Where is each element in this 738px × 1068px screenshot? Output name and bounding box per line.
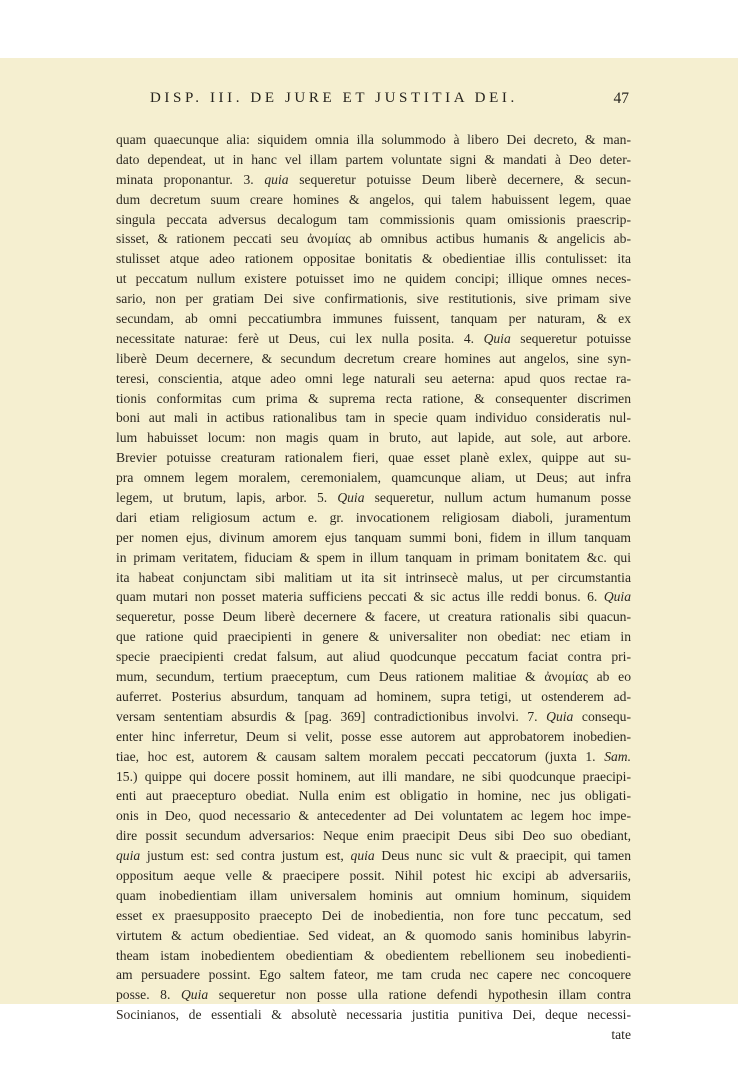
text-line: boni aut mali in actibus rationalibus tam in specie quam individuo consideratis nul- [116,410,631,426]
text-line: dari etiam religiosum actum e. gr. invocationem religiosam diaboli, juramentum [116,509,631,525]
text-line: mum, secundum, tertium praeceptum, cum Deus rationem malitiae & ἀνομίας ab eo [116,669,631,685]
text-line: quia justum est: sed contra justum est, quia Deus nunc sic vult & praecipit, qui tamen [116,848,631,864]
text-line: sequeretur, posse Deum liberè decernere & facere, ut creatura rationalis sibi quacun- [116,609,631,625]
text-line: teresi, conscientia, atque adeo omni lege naturali seu aeterna: apud quos rectae ra- [116,370,631,386]
page-number: 47 [613,90,629,107]
text-line: posse. 8. Quia sequeretur non posse ulla ratione defendi hypothesin illam contra [116,987,631,1003]
text-line: quam mutari non posset materia sufficiens peccati & sic actus ille reddi bonus. 6. Quia [116,589,631,605]
text-line: liberè Deum decernere, & secundum decretum creare homines aut angelos, sine syn- [116,350,631,366]
text-line: quam quaecunque alia: siquidem omnia illa solummodo à libero Dei decreto, & man- [116,132,631,147]
text-line: minata proponantur. 3. quia sequeretur potuisse Deum liberè decernere, & secun- [116,171,631,187]
body-text [116,130,631,1045]
text-line: secundam, ab omni peccatiumbra immunes fuissent, tanquam per naturam, & ex [116,311,631,327]
text-line: necessitate naturae: ferè ut Deus, cui lex nulla posita. 4. Quia sequeretur potuisse [116,330,632,346]
text-line: que ratione quid praecipienti in genere & universaliter non obediat: nec etiam in [116,629,631,645]
text-line: singula peccata adversus decalogum tam commissionis quam omissionis praescrip- [116,211,631,227]
text-line: versam sententiam absurdis & [pag. 369] contradictionibus involvi. 7. Quia consequ- [116,708,631,724]
text-line: per nomen ejus, divinum amorem ejus tanquam summi boni, fidem in illum tanquam [116,529,631,545]
text-line: tionis conformitas cum prima & suprema recta ratione, & consequenter discrimen [116,390,631,406]
text-line: sisset, & rationem peccati seu ἀνομίας ab omnibus actibus humanis & angelicis ab- [116,231,631,247]
text-line: Socinianos, de essentiali & absolutè necessaria justitia punitiva Dei, deque necessi- [116,1007,631,1023]
catchword: tate [611,1027,631,1043]
book-page [0,58,738,1043]
text-line: enti aut praecepturo obediat. Nulla enim est obligatio in homine, nec jus obligati- [116,788,631,804]
text-line: theam istam inobedientem obedientiam & obedientem rebellionem seu inobedienti- [116,947,631,963]
text-line: tiae, hoc est, autorem & causam saltem moralem peccati peccatorum (juxta 1. Sam. [116,748,631,764]
text-line: dire possit secundum adversarios: Neque enim praecipit Deus sibi Deo suo obediant, [116,828,631,844]
text-line: enter hinc inferretur, Deum si velit, posse esse autorem aut approbatorem inobedien- [116,728,631,744]
text-line: onis in Deo, quod necessario & antecedenter ad Dei voluntatem ac legem hoc impe- [116,808,631,824]
text-line: 15.) quippe qui docere possit hominem, aut illi mandare, ne sibi quodcunque praecipi- [116,768,631,784]
text-line: Brevier potuisse creaturam rationalem fieri, quae esset planè exlex, quippe aut su- [116,450,631,466]
text-line: sario, non per gratiam Dei sive confirmationis, sive restitutionis, sive primam sive [116,291,631,307]
text-line: specie praecipienti credat falsum, aut aliud quodcunque peccatum faciat contra pri- [116,649,631,665]
running-title: DISP. III. DE JURE ET JUSTITIA DEI. [150,90,518,106]
text-line: oppositum aeque velle & praecipere possit. Nihil potest hic excipi ab adversariis, [116,867,631,883]
text-line: ut peccatum nullum existere potuisset imo ne quidem concipi; illique omnes neces- [116,271,631,287]
text-line: dum decretum suum creare homines & angelos, qui talem habuissent legem, quae [116,191,631,207]
text-line: esset ex praesupposito praecepto Dei de inobedientia, non fore tunc peccatum, sed [116,907,631,923]
page-header [150,90,634,112]
text-line: stulisset atque adeo rationem oppositae bonitatis & obedientiae illis contulisset: ita [116,251,631,267]
text-line: quam inobedientiam illam universalem hominis aut omnium hominum, siquidem [116,887,631,903]
text-line: in primam veritatem, fiduciam & spem in illum tanquam in primam bonitatem &c. qui [116,549,631,565]
text-line: legem, ut brutum, lapis, arbor. 5. Quia sequeretur, nullum actum humanum posse [116,490,631,506]
text-line: dato dependeat, ut in hanc vel illam partem voluntate signi & mandati à Deo deter- [116,151,631,167]
text-line: ita habeat conjunctam sibi malitiam ut ita sit intrinsecè malus, ut per circumstantia [116,569,631,585]
text-line: auferret. Posterius absurdum, tanquam ad hominem, supra tetigi, ut ostenderem ad- [116,688,631,704]
text-line: pra omnem legem moralem, ceremonialem, quamcunque aliam, ut Deus; aut infra [116,470,631,486]
text-line: am persuadere possint. Ego saltem fateor, me tam cruda nec capere nec concoquere [116,967,631,983]
text-line: lum habuisset locum: non magis quam in bruto, aut lapide, aut sole, aut arbore. [116,430,631,446]
text-line: virtutem & actum obedientiae. Sed videat, an & quomodo sanis hominibus labyrin- [116,927,631,943]
